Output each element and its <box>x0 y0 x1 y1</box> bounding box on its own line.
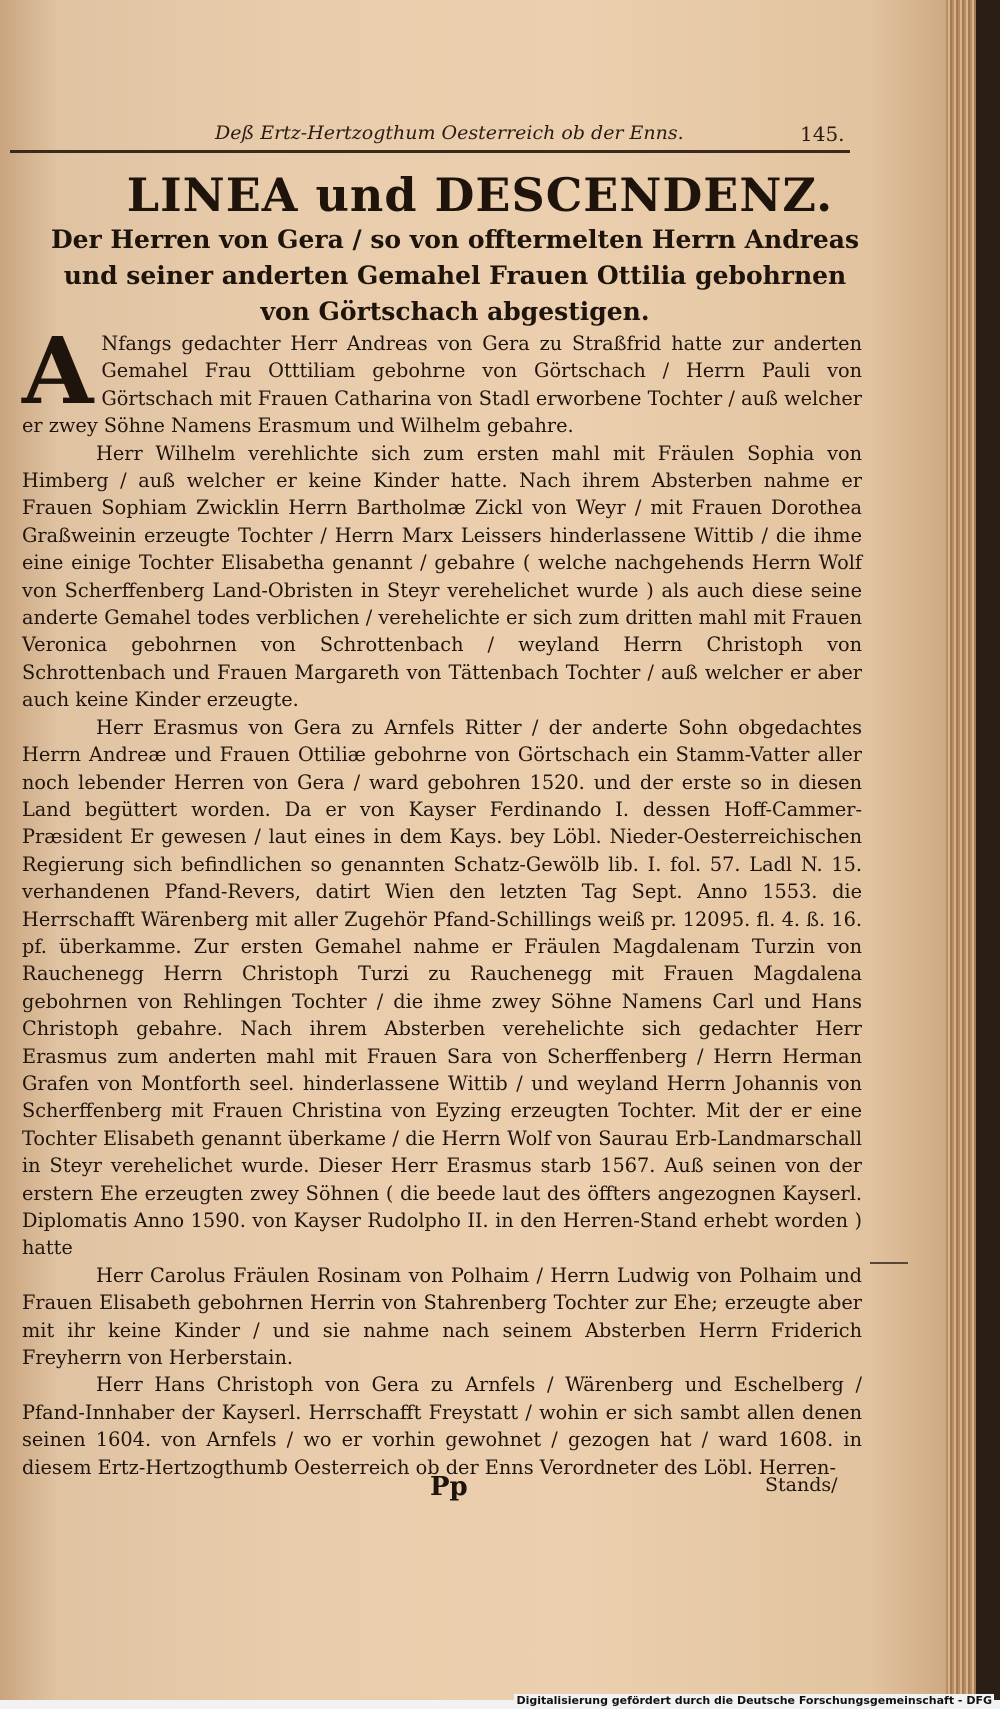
catchword: Stands/ <box>765 1474 838 1496</box>
page-title: LINEA und DESCENDENZ. <box>126 168 834 222</box>
drop-cap: A <box>22 317 94 425</box>
paragraph-text: Nfangs gedachter Herr Andreas von Gera zu Straßfrid hatte zur anderten Gemahel Frau Otttiliam gebohrne von Görtschach / Herrn Pauli von Görtschach mit Frauen Catharina von Stadl erworbene Tochter / auß welcher er zwey Söhne Namens Erasmum und Wilhelm gebahre. <box>22 332 862 438</box>
paragraph <box>22 317 862 440</box>
page-number: 145. <box>800 122 845 146</box>
body-text <box>22 317 862 1481</box>
paragraph: Herr Carolus Fräulen Rosinam von Polhaim / Herrn Ludwig von Polhaim und Frauen Elisabeth gebohrnen Herrin von Stahrenberg Tochter zur Ehe; erzeugte aber mit ihr keine Kinder / und sie nahme nach seinem Absterben Herrn Friderich Freyherrn von Herberstain. <box>22 1263 862 1370</box>
background <box>976 0 1000 1709</box>
page-subtitle: Der Herren von Gera / so von offtermelten Herrn Andreas und seiner anderten Gemahel Frauen Ottilia gebohrnen von Görtschach abgestigen. <box>50 225 860 326</box>
page-edges <box>946 0 976 1700</box>
paragraph: Herr Wilhelm verehlichte sich zum ersten mahl mit Fräulen Sophia von Himberg / auß welcher er keine Kinder hatte. Nach ihrem Absterben nahme er Frauen Sophiam Zwicklin Herrn Bartholmæ Zickl von Weyr / mit Frauen Dorothea Graßweinin erzeugte Tochter / Herrn Marx Leissers hinderlassene Wittib / die ihme eine einige Tochter Elisabetha genannt / gebahre ( welche nachgehends Herrn Wolf von Scherffenberg Land-Obristen in Steyr verehelichet wurde ) als auch diese seine anderte Gemahel todes verblichen / verehelichte er sich zum dritten mahl mit Frauen Veronica gebohrnen von Schrottenbach / weyland Herrn Christoph von Schrottenbach und Frauen Margareth von Tättenbach Tochter / auß welcher er aber auch keine Kinder erzeugte. <box>22 441 862 712</box>
margin-mark <box>870 1262 908 1264</box>
header-rule <box>10 150 850 153</box>
footer-credit: Digitalisierung gefördert durch die Deutsche Forschungsgemeinschaft - DFG <box>516 1694 992 1707</box>
paragraph: Herr Erasmus von Gera zu Arnfels Ritter / der anderte Sohn obgedachtes Herrn Andreæ und Frauen Ottiliæ gebohrne von Görtschach ein Stamm-Vatter aller noch lebender Herren von Gera / ward gebohren 1520. und der erste so in diesen Land begüttert worden. Da er von Kayser Ferdinando I. dessen Hoff-Cammer-Præsident Er gewesen / laut eines in dem Kays. bey Löbl. Nieder-Oesterreichischen Regierung sich befindlichen so genannten Schatz-Gewölb lib. I. fol. 57. Ladl N. 15. verhandenen Pfand-Revers, datirt Wien den letzten Tag Sept. Anno 1553. die Herrschafft Wärenberg mit aller Zugehör Pfand-Schillings weiß pr. 12095. fl. 4. ß. 16. pf. überkamme. Zur ersten Gemahel nahme er Fräulen Magdalenam Turzin von Rauchenegg Herrn Christoph Turzi zu Rauchenegg mit Frauen Magdalena gebohrnen von Rehlingen Tochter / die ihme zwey Söhne Namens Carl und Hans Christoph gebahre. Nach ihrem Absterben verehelichte sich gedachter Herr Erasmus zum anderten mahl mit Frauen Sara von Scherffenberg / Herrn Herman Grafen von Montforth seel. hinderlassene Wittib / und weyland Herrn Johannis von Scherffenberg mit Frauen Christina von Eyzing erzeugten Tochter. Mit der er eine Tochter Elisabeth genannt überkame / die Herrn Wolf von Saurau Erb-Landmarschall in Steyr verehelichet wurde. Dieser Herr Erasmus starb 1567. Auß seinen von der erstern Ehe erzeugten zwey Söhnen ( die beede laut des öffters angezognen Kayserl. Diplomatis Anno 1590. von Kayser Rudolpho II. in den Herren-Stand erhebt worden ) hatte <box>22 715 862 1260</box>
running-head: Deß Ertz-Hertzogthum Oesterreich ob der Enns. <box>215 122 684 144</box>
signature-mark: Pp <box>430 1472 468 1502</box>
paragraph: Herr Hans Christoph von Gera zu Arnfels / Wärenberg und Eschelberg / Pfand-Innhaber der Kayserl. Herrschafft Freystatt / wohin er sich sambt allen denen seinen 1604. von Arnfels / wo er vorhin gewohnet / gezogen hat / ward 1608. in diesem Ertz-Hertzogthumb Oesterreich ob der Enns Verordneter des Löbl. Herren- <box>22 1373 862 1479</box>
